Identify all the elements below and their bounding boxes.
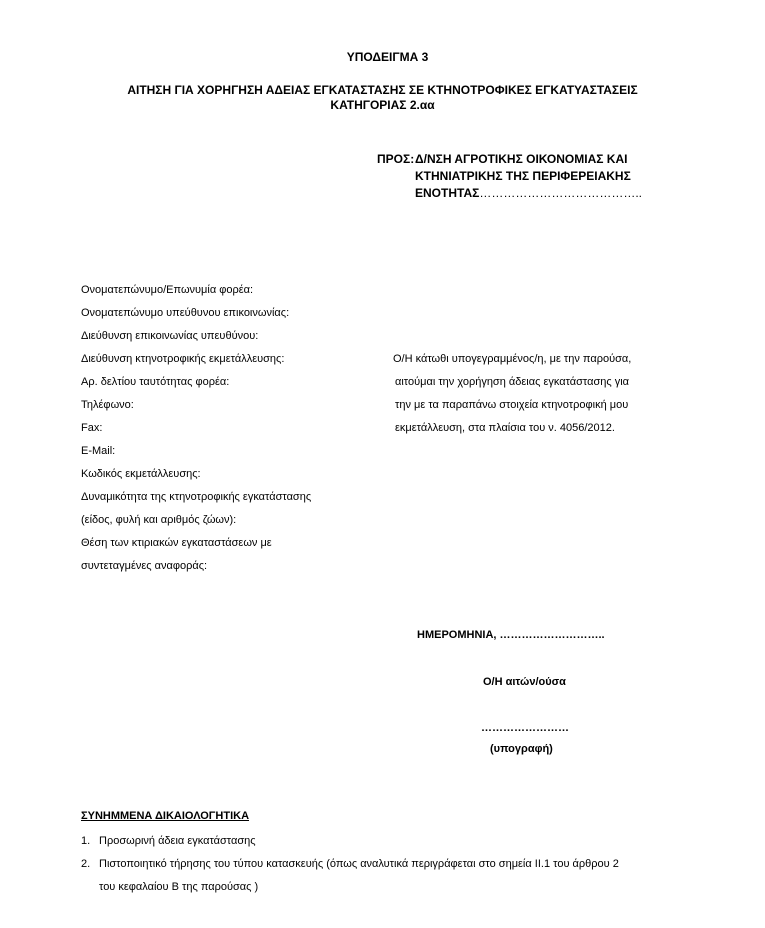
recipient-line-2: ΚΤΗΝΙΑΤΡΙΚΗΣ ΤΗΣ ΠΕΡΙΦΕΡΕΙΑΚΗΣ bbox=[415, 169, 631, 183]
field-label: Ονοματεπώνυμο/Επωνυμία φορέα: bbox=[81, 284, 254, 296]
field-label: Διεύθυνση επικοινωνίας υπευθύνου: bbox=[81, 330, 259, 342]
field-label: Θέση των κτιριακών εγκαταστάσεων με bbox=[81, 537, 272, 549]
field-label: συντεταγμένες αναφοράς: bbox=[81, 560, 208, 572]
recipient-line-1: Δ/ΝΣΗ ΑΓΡΟΤΙΚΗΣ ΟΙΚΟΝΟΜΙΑΣ ΚΑΙ bbox=[415, 152, 628, 166]
applicant-label: Ο/Η αιτών/ούσα bbox=[483, 676, 566, 688]
attachments-heading: ΣΥΝΗΜΜΕΝΑ ΔΙΚΑΙΟΛΟΓΗΤΙΚΑ bbox=[81, 810, 250, 822]
attachment-number: 1. bbox=[81, 835, 91, 847]
attachment-number: 2. bbox=[81, 858, 91, 870]
recipient-prefix: ΠΡΟΣ: bbox=[377, 152, 415, 166]
attachment-item: Προσωρινή άδεια εγκατάστασης bbox=[99, 835, 256, 847]
field-label: Αρ. δελτίου ταυτότητας φορέα: bbox=[81, 376, 230, 388]
field-label: E-Mail: bbox=[81, 445, 116, 457]
field-label: Δυναμικότητα της κτηνοτροφικής εγκατάστασης bbox=[81, 491, 312, 503]
field-label: Κωδικός εκμετάλλευσης: bbox=[81, 468, 201, 480]
recipient-unit-dots: ………………………………….. bbox=[479, 186, 642, 200]
document-title-line-1: ΑΙΤΗΣΗ ΓΙΑ ΧΟΡΗΓΗΣΗ ΑΔΕΙΑΣ ΕΓΚΑΤΑΣΤΑΣΗΣ ΣΕ ΚΤΗΝΟΤΡΟΦΙΚΕΣ ΕΓΚΑΤΥΑΣΤΑΣΕΙΣ bbox=[127, 83, 638, 97]
signature-dots: …………………… bbox=[481, 722, 569, 734]
document-title-line-2: ΚΑΤΗΓΟΡΙΑΣ 2.αα bbox=[330, 98, 435, 112]
declaration-line: Ο/Η κάτωθι υπογεγραμμένος/η, με την παρούσα, bbox=[393, 353, 632, 365]
date-label: ΗΜΕΡΟΜΗΝΙΑ, ……………………….. bbox=[417, 629, 605, 641]
field-label: Fax: bbox=[81, 422, 103, 434]
field-label: Ονοματεπώνυμο υπεύθυνου επικοινωνίας: bbox=[81, 307, 290, 319]
declaration-line: την με τα παραπάνω στοιχεία κτηνοτροφική μου bbox=[395, 399, 629, 411]
declaration-line: εκμετάλλευση, στα πλαίσια του ν. 4056/2012. bbox=[395, 422, 615, 434]
field-label: Διεύθυνση κτηνοτροφικής εκμετάλλευσης: bbox=[81, 353, 285, 365]
attachment-item: Πιστοποιητικό τήρησης του τύπου κατασκευής (όπως αναλυτικά περιγράφεται στο σημεία ΙΙ.1 του άρθρου 2 bbox=[99, 858, 619, 870]
field-label: (είδος, φυλή και αριθμός ζώων): bbox=[81, 514, 237, 526]
field-label: Τηλέφωνο: bbox=[81, 399, 134, 411]
recipient-line-3 bbox=[415, 186, 642, 200]
recipient-unit-label: ΕΝΟΤΗΤΑΣ bbox=[415, 186, 480, 200]
declaration-line: αιτούμαι την χορήγηση άδειας εγκατάστασης για bbox=[395, 376, 630, 388]
attachment-item-continuation: του κεφαλαίου Β της παρούσας ) bbox=[99, 881, 259, 893]
signature-label: (υπογραφή) bbox=[490, 743, 553, 755]
document-model-number: ΥΠΟΔΕΙΓΜΑ 3 bbox=[346, 50, 429, 64]
